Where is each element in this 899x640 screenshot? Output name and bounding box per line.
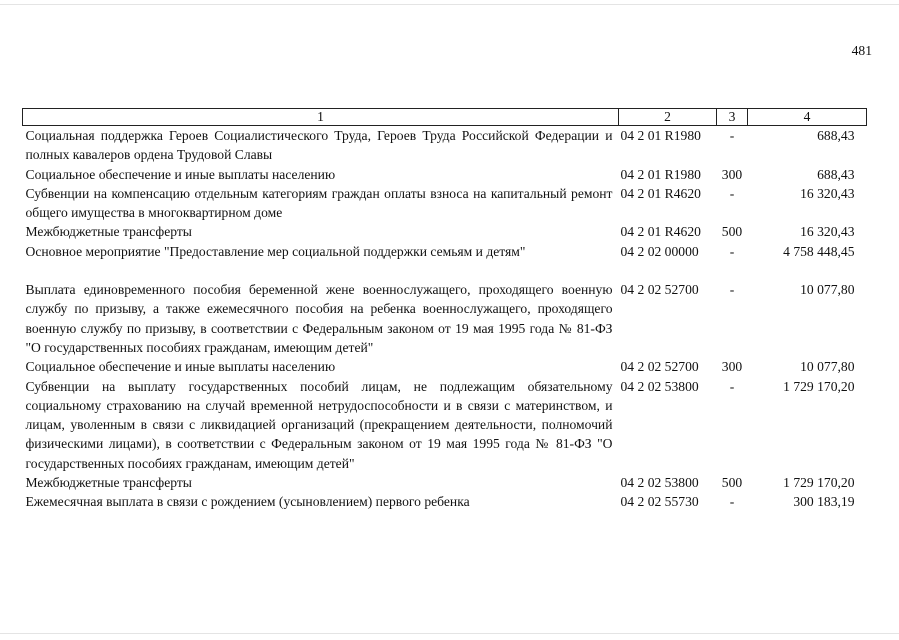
row-type: - [729,185,735,201]
table-row [23,165,867,184]
row-code: 04 2 01 R1980 [620,128,701,143]
table-row [23,357,867,376]
row-sum: 10 077,80 [800,282,855,298]
row-type: - [729,282,735,298]
table-row [23,242,867,261]
header-col-name: 1 [23,109,619,126]
table-header [23,109,867,126]
row-sum: 16 320,43 [800,224,855,240]
row-sum: 688,43 [817,128,855,143]
row-name: Социальная поддержка Героев Социалистического Труда, Героев Труда Российской Федерации и полных кавалеров ордена Трудовой Славы [25,128,613,163]
row-code: 04 2 02 53800 [620,378,699,394]
row-name: Социальное обеспечение и иные выплаты населению [25,359,336,375]
scan-edge-top [0,4,899,5]
page-number: 481 [851,43,872,58]
table-row [23,280,867,357]
table-row [23,377,867,473]
row-type: 300 [721,359,743,375]
row-name: Субвенции на компенсацию отдельным категориям граждан оплаты взноса на капитальный ремонт общего имущества в многоквартирном доме [25,185,613,221]
row-code: 04 2 01 R1980 [620,166,701,182]
row-name: Межбюджетные трансферты [25,224,192,240]
row-name: Межбюджетные трансферты [25,475,192,491]
row-name: Выплата единовременного пособия беременной жене военнослужащего, проходящего военную службу по призыву, а также ежемесячного пособия на ребенка военнослужащего, проходящего военную службу по призыву, в соответствии с Федеральным законом от 19 мая 1995 года № 81-ФЗ "О государственных пособиях гражданам, имеющим детей" [25,282,613,355]
header-col-type: 3 [717,109,748,126]
row-code: 04 2 02 55730 [620,494,699,510]
scan-edge-bottom [0,633,899,634]
row-sum: 1 729 170,20 [783,378,855,394]
row-sum: 16 320,43 [800,185,855,201]
spacer-cell [23,261,867,280]
header-col-sum: 4 [748,109,867,126]
table-row [23,492,867,511]
row-code: 04 2 02 53800 [620,475,699,491]
row-type: 500 [721,224,743,240]
row-type: - [729,494,735,510]
row-name: Ежемесячная выплата в связи с рождением (усыновлением) первого ребенка [25,494,470,510]
row-name: Субвенции на выплату государственных пособий лицам, не подлежащим обязательному социальному страхованию на случай временной нетрудоспособности и в связи с материнством, и лицам, уволенным в связи с ликвидацией организаций (прекращением деятельности, полномочий физическими лицами), в соответствии с Федеральным законом от 19 мая 1995 года № 81-ФЗ "О государственных пособиях гражданам, имеющим детей" [25,378,613,471]
row-type: - [729,378,735,394]
row-type: - [729,128,735,143]
table-row [23,473,867,492]
row-code: 04 2 02 00000 [620,243,699,259]
table-row [23,184,867,223]
row-sum: 688,43 [817,166,855,182]
table-body [23,126,867,512]
row-sum: 1 729 170,20 [783,475,855,491]
header-row [23,109,867,126]
row-type: - [729,243,735,259]
row-code: 04 2 02 52700 [620,359,699,375]
row-sum: 10 077,80 [800,359,855,375]
row-sum: 4 758 448,45 [783,243,855,259]
row-code: 04 2 01 R4620 [620,185,701,201]
table-row [23,126,867,165]
row-type: 500 [721,475,743,491]
row-sum: 300 183,19 [793,494,855,510]
row-type: 300 [721,166,743,182]
row-name: Основное мероприятие "Предоставление мер социальной поддержки семьям и детям" [25,243,526,259]
table-spacer [23,261,867,280]
row-code: 04 2 01 R4620 [620,224,701,240]
table-row [23,222,867,241]
header-col-code: 2 [619,109,717,126]
row-code: 04 2 02 52700 [620,282,699,298]
row-name: Социальное обеспечение и иные выплаты населению [25,166,336,182]
budget-table [22,108,867,512]
